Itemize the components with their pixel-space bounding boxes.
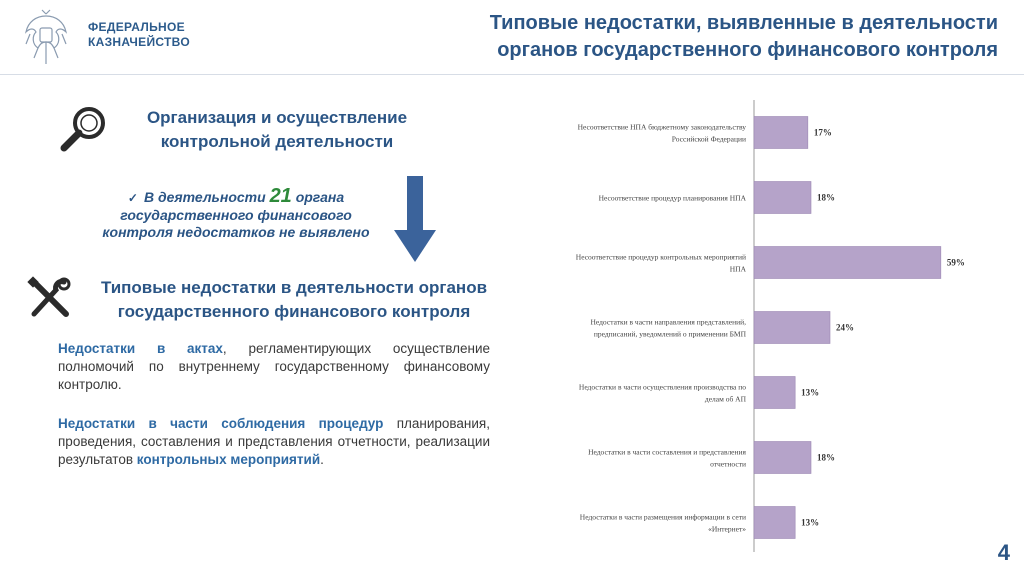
paragraph-procedures-highlight2: контрольных мероприятий bbox=[136, 452, 321, 467]
chart-category-label: Несоответствие процедур контрольных мероприятий bbox=[575, 252, 746, 262]
chart-category-label: Несоответствие процедур планирования НПА bbox=[598, 193, 746, 203]
chart-value-label: 17% bbox=[813, 127, 832, 138]
chart-category-label: предписаний, уведомлений о применении БМП bbox=[593, 329, 746, 339]
chart-bar bbox=[754, 117, 808, 149]
paragraph-acts-text: , регламентирующих осуществление полномочий по внутреннему государственному финансовому контролю. bbox=[58, 341, 490, 392]
tools-icon bbox=[26, 276, 72, 322]
paragraph-acts-highlight: Недостатки в актах bbox=[58, 341, 223, 356]
org-name-line1: ФЕДЕРАЛЬНОЕ bbox=[88, 20, 185, 34]
chart-value-label: 59% bbox=[946, 257, 965, 268]
chart-category-label: Российской Федерации bbox=[671, 134, 746, 144]
chart-bar bbox=[754, 507, 795, 539]
paragraph-procedures-text: планирования, проведения, составления и представления отчетности, реализации результатов bbox=[58, 416, 490, 467]
chart-bar bbox=[754, 442, 811, 474]
chart-bar bbox=[754, 312, 830, 344]
chart-category-label: НПА bbox=[729, 264, 746, 274]
chart-value-label: 13% bbox=[801, 517, 820, 528]
page-title-line1: Типовые недостатки, выявленные в деятельности bbox=[489, 12, 998, 34]
note-suffix: органа bbox=[295, 189, 345, 205]
chart-category-label: Недостатки в части составления и представления bbox=[588, 447, 746, 457]
chart-value-label: 13% bbox=[801, 387, 820, 398]
page-number: 4 bbox=[997, 540, 1010, 565]
section1-title bbox=[112, 106, 442, 154]
paragraph-acts bbox=[58, 340, 490, 394]
header-divider bbox=[0, 74, 1024, 75]
paragraph-procedures-highlight: Недостатки в части соблюдения процедур bbox=[58, 416, 384, 431]
chart-category-label: «Интернет» bbox=[708, 524, 746, 534]
chart-category-label: отчетности bbox=[710, 459, 746, 469]
page-title bbox=[358, 10, 998, 64]
check-icon: ✓ bbox=[127, 191, 138, 205]
eagle-emblem-icon bbox=[22, 8, 70, 68]
chart-value-label: 24% bbox=[836, 322, 854, 333]
chart-category-label: Недостатки в части осуществления производства по bbox=[578, 382, 746, 392]
section2-title-line2: государственного финансового контроля bbox=[117, 302, 471, 321]
chart-category-label: Недостатки в части размещения информации в сети bbox=[579, 512, 746, 522]
magnifier-icon bbox=[58, 103, 110, 155]
note-prefix: В деятельности bbox=[143, 189, 266, 205]
org-name-line2: КАЗНАЧЕЙСТВО bbox=[88, 35, 190, 49]
section1-title-line2: контрольной деятельности bbox=[160, 132, 394, 151]
chart-bar bbox=[754, 377, 795, 409]
note-number: 21 bbox=[269, 185, 292, 207]
no-issues-note bbox=[82, 185, 390, 241]
chart-category-label: Недостатки в части направления представлений, bbox=[590, 317, 746, 327]
chart-value-label: 18% bbox=[817, 192, 835, 203]
chart-category-label: Несоответствие НПА бюджетному законодательству bbox=[577, 122, 746, 132]
chart-value-label: 18% bbox=[817, 452, 835, 463]
paragraph-procedures-end: . bbox=[320, 452, 324, 467]
section2-title bbox=[74, 276, 514, 324]
org-name bbox=[88, 20, 190, 50]
chart-bar bbox=[754, 182, 811, 214]
paragraph-procedures bbox=[58, 415, 490, 469]
chart-bar bbox=[754, 247, 941, 279]
down-arrow-icon bbox=[392, 176, 438, 262]
note-line3: контроля недостатков не выявлено bbox=[102, 224, 370, 240]
header bbox=[0, 0, 1024, 72]
bar-chart bbox=[540, 92, 1010, 552]
section2-title-line1: Типовые недостатки в деятельности органов bbox=[100, 278, 488, 297]
chart-category-label: делам об АП bbox=[704, 394, 746, 404]
note-line2: государственного финансового bbox=[120, 207, 352, 223]
page-title-line2: органов государственного финансового контроля bbox=[497, 39, 998, 61]
section1-title-line1: Организация и осуществление bbox=[146, 108, 408, 127]
